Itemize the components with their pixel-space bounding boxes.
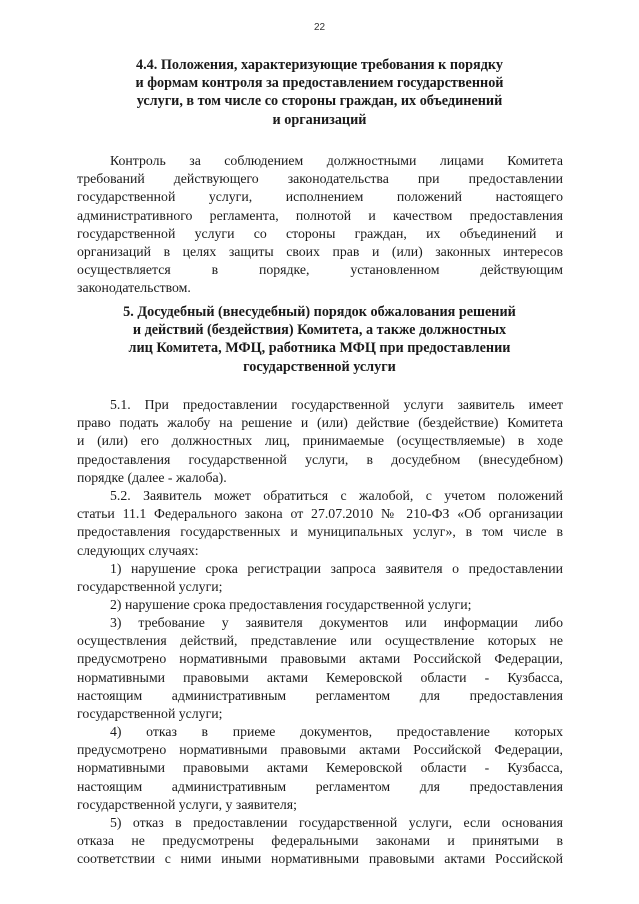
paragraph-line: право подать жалобу на решение и (или) действие (бездействие) Комитета — [77, 415, 563, 431]
paragraph-line: государственной услуги; — [77, 579, 223, 595]
heading-line: лиц Комитета, МФЦ, работника МФЦ при предоставлении — [128, 340, 511, 357]
page-number: 22 — [313, 22, 326, 33]
heading-line: и организаций — [272, 111, 367, 128]
list-item-3 — [77, 614, 563, 723]
paragraph-line: предоставления государственной услуги, в досудебном (внесудебном) — [77, 451, 563, 467]
heading-line: и формам контроля за предоставлением государственной — [135, 75, 504, 92]
paragraph-line: 5.2. Заявитель может обратиться с жалобой, с учетом положений — [110, 488, 563, 503]
paragraph-line: порядке (далее - жалоба). — [77, 469, 227, 485]
list-item-4 — [77, 723, 563, 814]
paragraph-line: настоящим административным регламентом для предоставления — [77, 778, 563, 794]
paragraph-line: осуществляется в порядке, установленном действующим — [77, 262, 563, 278]
paragraph-line: 5.1. При предоставлении государственной услуги заявитель имеет — [110, 397, 563, 412]
heading-line: услуги, в том числе со стороны граждан, их объединений — [136, 93, 503, 110]
paragraph-line: административного регламента, полнотой и качеством предоставления — [77, 207, 563, 223]
paragraph-line: отказа не предусмотрены федеральными законами и принятыми в — [77, 833, 563, 849]
paragraph-line: статьи 11.1 Федерального закона от 27.07.2010 № 210-ФЗ «Об организации — [77, 506, 563, 522]
paragraph-line: настоящим административным регламентом для предоставления — [77, 687, 563, 703]
section-4-4-heading — [110, 56, 529, 129]
paragraph-line: 4) отказ в приеме документов, предоставление которых — [110, 724, 563, 739]
heading-line: 4.4. Положения, характеризующие требования к порядку — [136, 57, 503, 73]
heading-line: и действий (бездействия) Комитета, а также должностных — [132, 322, 507, 339]
heading-line: 5. Досудебный (внесудебный) порядок обжалования решений — [123, 304, 516, 320]
paragraph-line: нормативными правовыми актами Кемеровской области - Кузбасса, — [77, 760, 563, 776]
paragraph-line: следующих случаях: — [77, 542, 199, 558]
paragraph-line: Контроль за соблюдением должностными лицами Комитета — [110, 153, 563, 168]
paragraph-line: 3) требование у заявителя документов или информации либо — [110, 615, 563, 630]
paragraph-line: организаций в целях защиты своих прав и (или) законных интересов — [77, 243, 563, 259]
clause-5-2 — [77, 487, 563, 560]
list-item-1 — [77, 560, 563, 596]
paragraph-line: государственной услуги, у заявителя; — [77, 796, 297, 812]
paragraph-line: соответствии с ними иными нормативными правовыми актами Российской — [77, 851, 563, 867]
paragraph-line: требований действующего законодательства при предоставлении — [77, 171, 563, 187]
paragraph-line: и (или) его должностных лиц, принимаемые (осуществляемые) в ходе — [77, 433, 563, 449]
paragraph-line: 2) нарушение срока предоставления государственной услуги; — [110, 597, 472, 612]
paragraph-line: предусмотрено нормативными правовыми актами Российской Федерации, — [77, 742, 563, 758]
section-5-heading — [110, 303, 529, 376]
paragraph-line: 5) отказ в предоставлении государственной услуги, если основания — [110, 815, 563, 830]
paragraph-line: государственной услуги; — [77, 705, 223, 721]
paragraph-line: нормативными правовыми актами Кемеровской области - Кузбасса, — [77, 669, 563, 685]
paragraph-line: предусмотрено нормативными правовыми актами Российской Федерации, — [77, 651, 563, 667]
list-item-2 — [77, 596, 563, 614]
paragraph-line: осуществления действий, представление или осуществление которых не — [77, 633, 563, 649]
paragraph-line: государственной услуги, исполнением положений настоящего — [77, 189, 563, 205]
list-item-5 — [77, 814, 563, 869]
paragraph-line: законодательством. — [77, 280, 191, 296]
paragraph-line: 1) нарушение срока регистрации запроса заявителя о предоставлении — [110, 561, 563, 576]
paragraph-line: государственной услуги со стороны граждан, их объединений и — [77, 225, 563, 241]
section-4-4-paragraph — [77, 152, 563, 298]
heading-line: государственной услуги — [243, 358, 396, 375]
paragraph-line: предоставления государственных и муниципальных услуг», в том числе в — [77, 524, 563, 540]
clause-5-1 — [77, 396, 563, 487]
